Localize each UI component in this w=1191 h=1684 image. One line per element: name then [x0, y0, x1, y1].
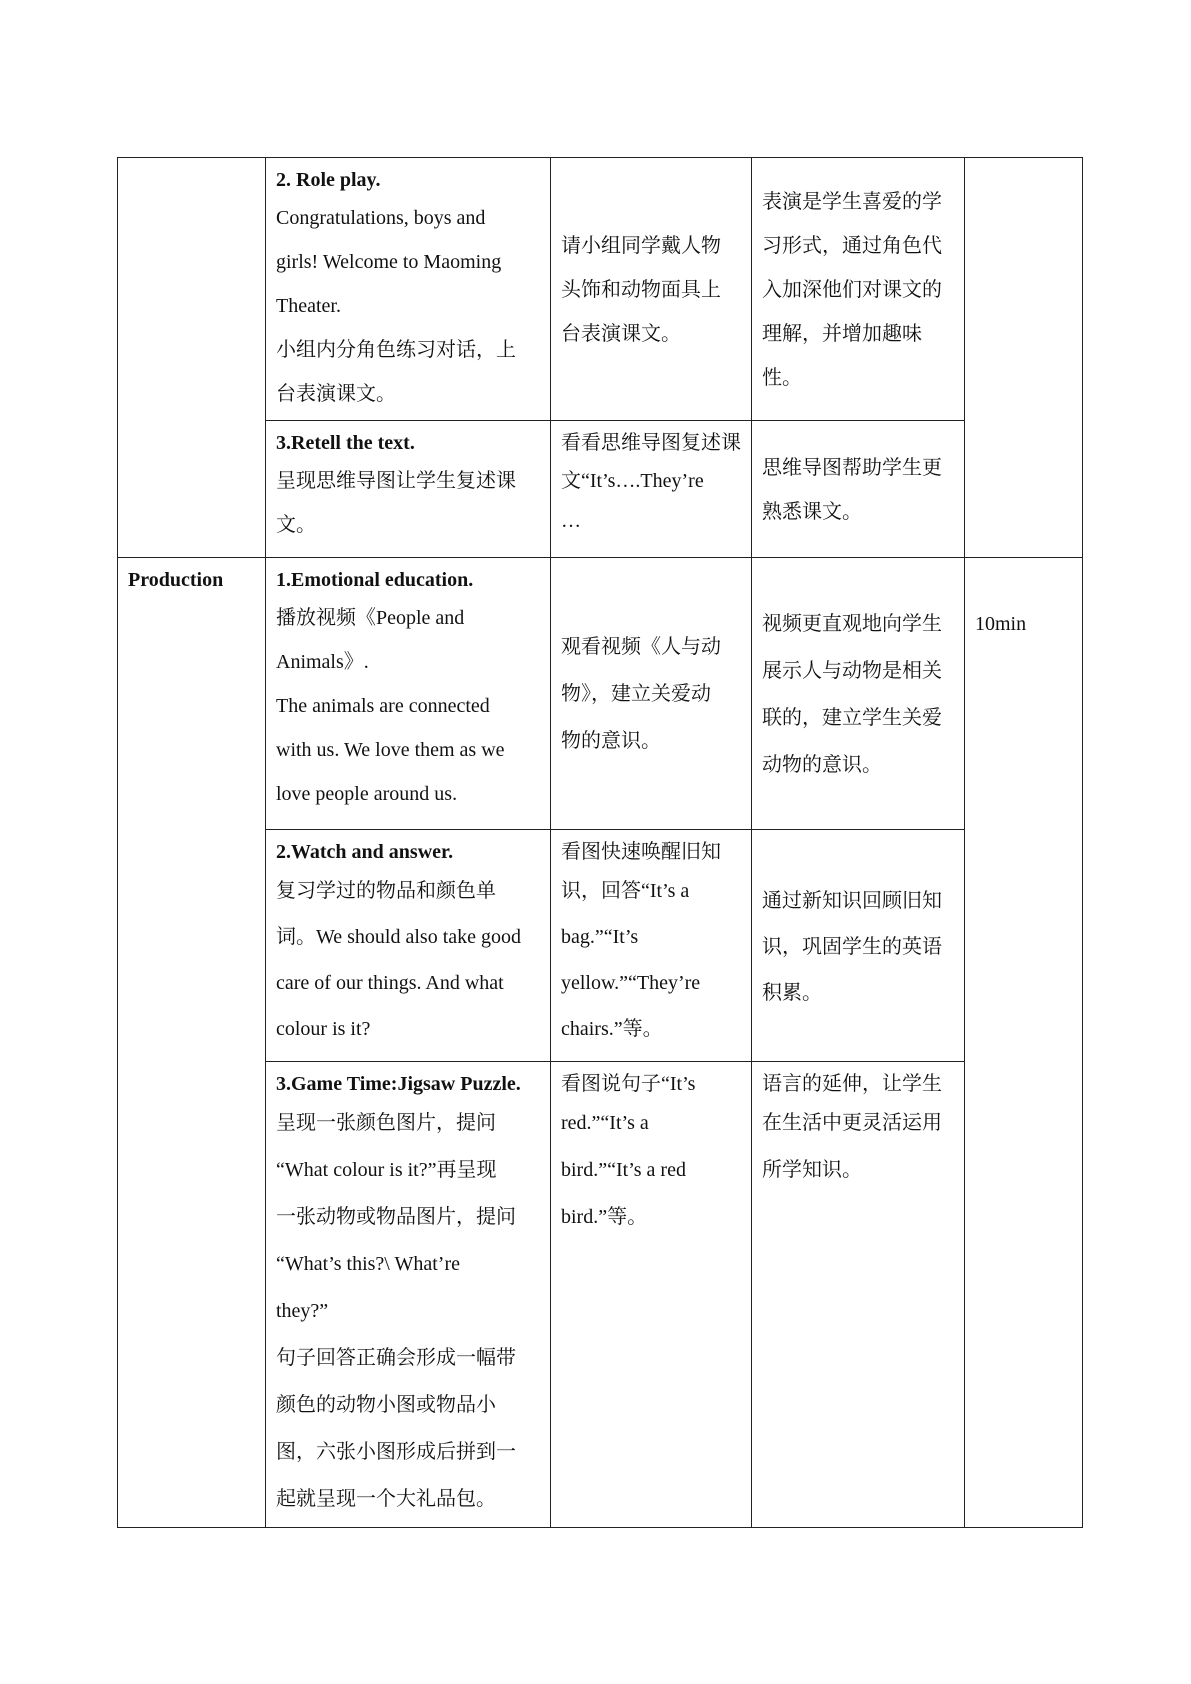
purpose-line: 性。	[762, 367, 802, 389]
student-line: 台表演课文。	[561, 323, 681, 345]
activity-line: 文。	[276, 514, 316, 536]
purpose-line: 在生活中更灵活运用	[762, 1112, 942, 1134]
student-line: chairs.”等。	[561, 1018, 663, 1040]
activity-line: 呈现一张颜色图片，提问	[276, 1112, 496, 1134]
student-line: 观看视频《人与动	[561, 636, 721, 658]
student-cell	[551, 158, 752, 421]
student-line: 识，回答“It’s a	[561, 880, 690, 902]
purpose-line: 展示人与动物是相关	[762, 659, 942, 682]
stage-cell	[118, 558, 266, 1528]
student-line: bird.”等。	[561, 1206, 648, 1228]
activity-cell	[266, 558, 551, 830]
student-line: red.”“It’s a	[561, 1112, 649, 1134]
activity-title: 3.Game Time:Jigsaw Puzzle.	[276, 1073, 521, 1095]
purpose-line: 语言的延伸，让学生	[762, 1073, 942, 1095]
student-line: bag.”“It’s	[561, 926, 639, 948]
activity-title: 1.Emotional education.	[276, 569, 474, 591]
stage-label: Production	[128, 569, 224, 591]
activity-title: 2.Watch and answer.	[276, 841, 454, 863]
activity-line: “What colour is it?”再呈现	[276, 1159, 497, 1181]
purpose-line: 习形式，通过角色代	[762, 235, 942, 257]
activity-line: 词。We should also take good	[276, 926, 522, 948]
purpose-line: 通过新知识回顾旧知	[762, 889, 942, 912]
student-line: yellow.”“They’re	[561, 972, 701, 994]
activity-line: 图，六张小图形成后拼到一	[276, 1441, 516, 1463]
activity-line: girls! Welcome to Maoming	[276, 251, 502, 273]
purpose-line: 思维导图帮助学生更	[762, 457, 942, 479]
student-line: 看图说句子“It’s	[561, 1073, 696, 1095]
student-cell	[551, 421, 752, 558]
purpose-line: 熟悉课文。	[762, 501, 862, 523]
student-line: 看看思维导图复述课	[561, 432, 741, 454]
purpose-line: 积累。	[762, 981, 822, 1004]
activity-line: 台表演课文。	[276, 383, 396, 405]
purpose-line: 入加深他们对课文的	[762, 279, 942, 301]
activity-line: 一张动物或物品图片，提问	[276, 1206, 516, 1228]
activity-cell	[266, 158, 551, 421]
stage-cell	[118, 158, 266, 558]
student-line: 请小组同学戴人物	[561, 235, 721, 257]
table-row	[118, 558, 1083, 830]
student-line: …	[561, 510, 581, 532]
activity-cell	[266, 1062, 551, 1528]
activity-line: Animals》.	[276, 651, 369, 673]
student-line: 文“It’s….They’re	[561, 470, 704, 492]
activity-title: 3.Retell the text.	[276, 432, 415, 454]
time-cell	[965, 558, 1083, 1528]
purpose-cell	[752, 158, 965, 421]
purpose-cell	[752, 830, 965, 1062]
activity-line: 呈现思维导图让学生复述课	[276, 470, 516, 492]
purpose-line: 所学知识。	[762, 1159, 862, 1181]
purpose-line: 动物的意识。	[762, 753, 882, 776]
activity-line: The animals are connected	[276, 695, 490, 717]
student-line: bird.”“It’s a red	[561, 1159, 686, 1181]
activity-line: 小组内分角色练习对话，上	[276, 339, 516, 361]
purpose-cell	[752, 421, 965, 558]
purpose-line: 视频更直观地向学生	[762, 612, 942, 635]
lesson-plan-table	[117, 157, 1083, 1528]
activity-line: Congratulations, boys and	[276, 207, 486, 229]
purpose-cell	[752, 558, 965, 830]
time-cell	[965, 158, 1083, 558]
table-row	[118, 158, 1083, 421]
activity-line: Theater.	[276, 295, 341, 317]
student-cell	[551, 558, 752, 830]
purpose-line: 表演是学生喜爱的学	[762, 191, 942, 213]
activity-line: “What’s this?\ What’re	[276, 1253, 461, 1275]
activity-cell	[266, 830, 551, 1062]
time-label: 10min	[975, 613, 1027, 635]
student-line: 头饰和动物面具上	[561, 279, 721, 301]
student-cell	[551, 1062, 752, 1528]
activity-line: 复习学过的物品和颜色单	[276, 880, 496, 902]
student-cell	[551, 830, 752, 1062]
student-line: 看图快速唤醒旧知	[561, 841, 721, 863]
student-line: 物》，建立关爱动	[561, 683, 711, 705]
activity-line: care of our things. And what	[276, 972, 504, 994]
purpose-line: 理解，并增加趣味	[762, 323, 922, 345]
activity-line: 句子回答正确会形成一幅带	[276, 1347, 516, 1369]
activity-line: with us. We love them as we	[276, 739, 505, 761]
student-line: 物的意识。	[561, 730, 661, 752]
activity-line: 颜色的动物小图或物品小	[276, 1394, 496, 1416]
activity-line: 起就呈现一个大礼品包。	[276, 1488, 496, 1510]
activity-cell	[266, 421, 551, 558]
purpose-line: 联的，建立学生关爱	[762, 706, 942, 729]
activity-title: 2. Role play.	[276, 169, 381, 191]
activity-line: colour is it?	[276, 1018, 371, 1040]
purpose-cell	[752, 1062, 965, 1528]
activity-line: they?”	[276, 1300, 329, 1322]
purpose-line: 识，巩固学生的英语	[762, 935, 942, 958]
activity-line: love people around us.	[276, 783, 458, 805]
activity-line: 播放视频《People and	[276, 607, 465, 629]
